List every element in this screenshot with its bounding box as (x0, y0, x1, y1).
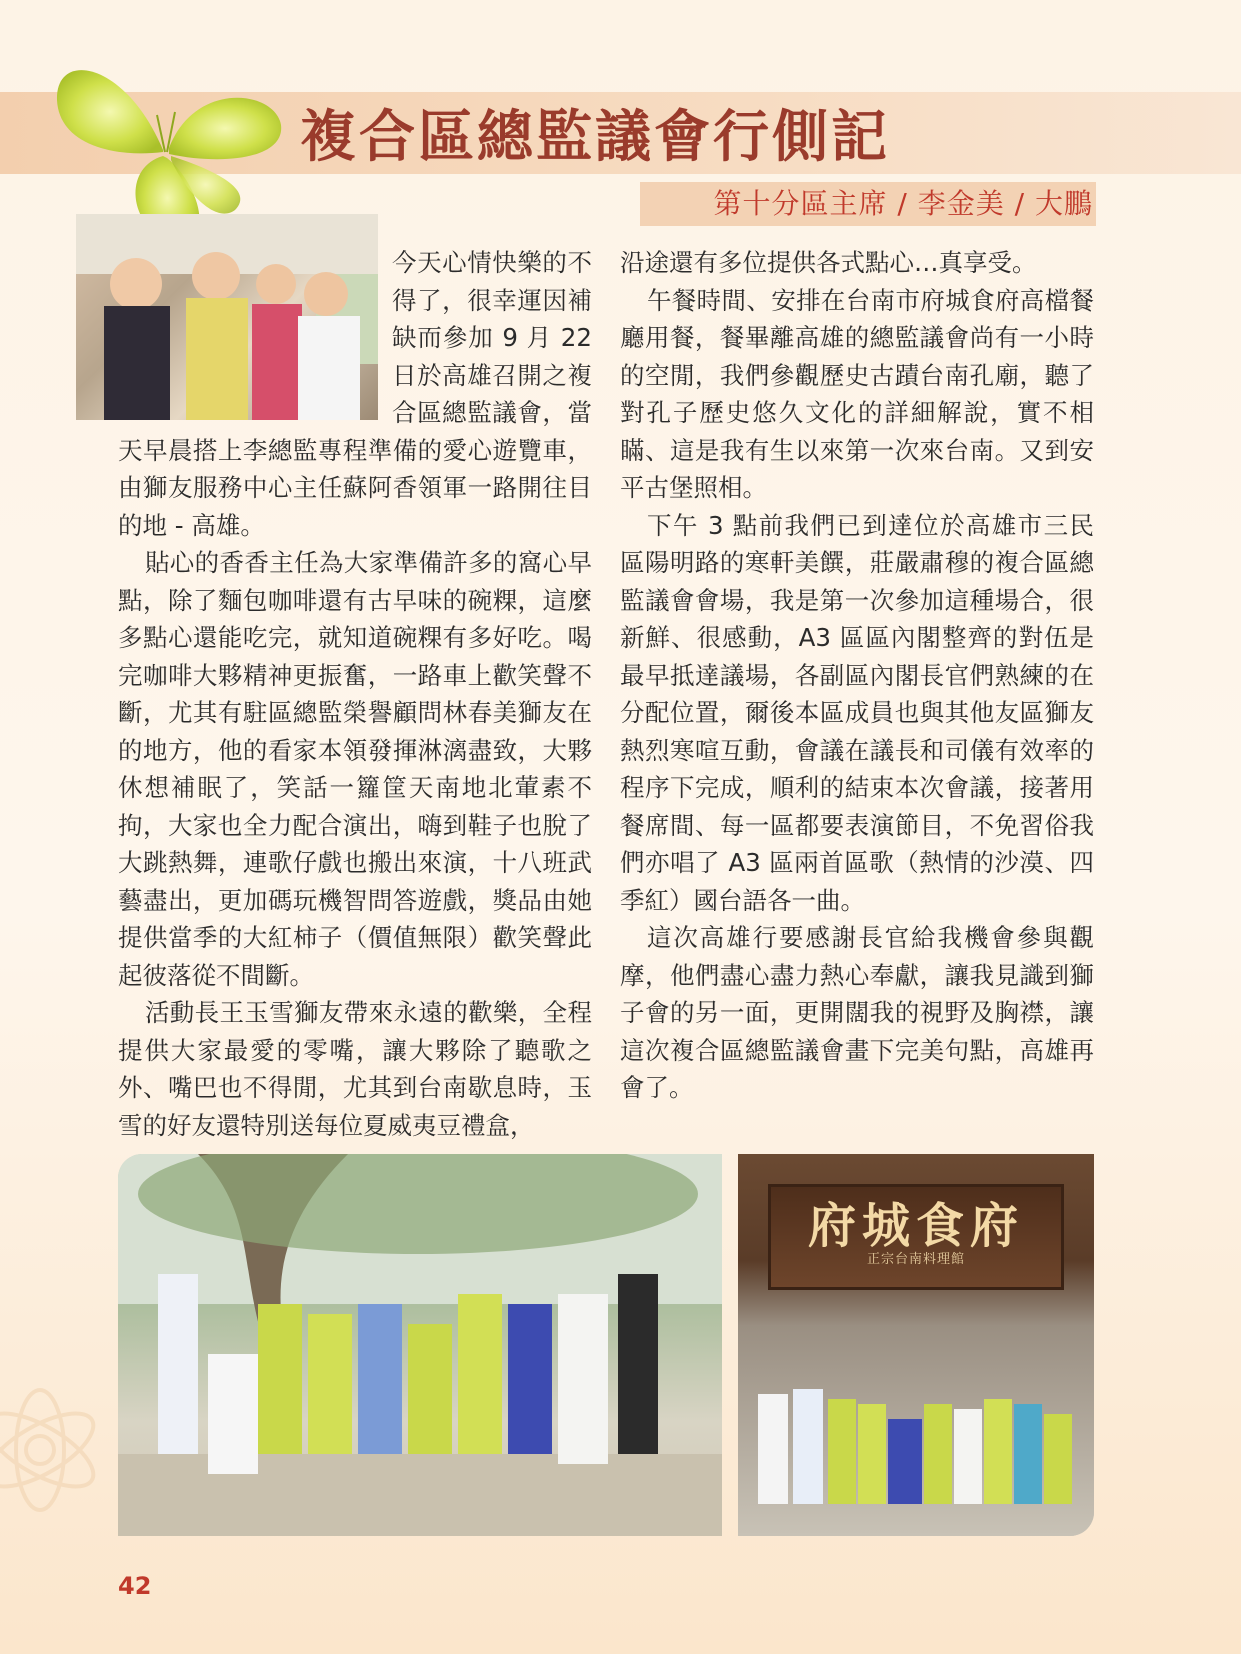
restaurant-sign-text: 府城食府 (807, 1198, 1024, 1254)
paragraph: 下午 3 點前我們已到達位於高雄市三民區陽明路的寒軒美饌，莊嚴肅穆的複合區總監議會會場，我是第一次參加這種場合，很新鮮、很感動，A3 區區內閣整齊的對伍是最早抵達議場，各副區內閣長官們熟練的在分配位置，爾後本區成員也與其他友區獅友熱烈寒喧互動，會議在議長和司儀有效率的程序下完成，順利的結束本次會議，接著用餐席間、每一區都要表演節目，不免習俗我們亦唱了 A3 區兩首區歌（熱情的沙漠、四季紅）國台語各一曲。 (620, 510, 1094, 915)
paragraph: 今天心情快樂的不得了，很幸運因補缺而參加 9 月 22 日於高雄召開之複合區總監議會，當天早晨搭上李總監專程準備的愛心遊覽車，由獅友服務中心主任蘇阿香領軍一路開往目的地 - 高雄。 (118, 248, 592, 540)
group-photo-illustration (118, 1154, 722, 1536)
paragraph: 貼心的香香主任為大家準備許多的窩心早點，除了麵包咖啡還有古早味的碗粿，這麼多點心還能吃完，就知道碗粿有多好吃。喝完咖啡大夥精神更振奮，一路車上歡笑聲不斷，尤其有駐區總監榮譽顧問林春美獅友在的地方，他的看家本領發揮淋漓盡致，大夥休想補眠了，笑話一籮筐天南地北葷素不拘，大家也全力配合演出，嗨到鞋子也脫了大跳熱舞，連歌仔戲也搬出來演，十八班武藝盡出，更加碼玩機智問答遊戲，獎品由她提供當季的大紅柿子（價值無限）歡笑聲此起彼落從不間斷。 (118, 548, 592, 990)
restaurant-sign-subtext: 正宗台南料理館 (866, 1252, 965, 1267)
article-right-column (620, 244, 1094, 1107)
bus-photo (76, 214, 378, 420)
paragraph: 活動長王玉雪獅友帶來永遠的歡樂，全程提供大家最愛的零嘴，讓大夥除了聽歌之外、嘴巴也不得閒，尤其到台南歇息時，玉雪的好友還特別送每位夏威夷豆禮盒， (118, 998, 592, 1140)
author-byline: 第十分區主席 / 李金美 / 大鵬 (713, 187, 1093, 220)
paragraph: 沿途還有多位提供各式點心…真享受。 (620, 248, 1037, 277)
paragraph: 午餐時間、安排在台南市府城食府高檔餐廳用餐，餐畢離高雄的總監議會尚有一小時的空閒，我們參觀歷史古蹟台南孔廟，聽了對孔子歷史悠久文化的詳細解說，實不相瞞、這是我有生以來第一次來台南。又到安平古堡照相。 (620, 285, 1094, 502)
article-left-column (118, 244, 592, 1144)
group-photo (118, 1154, 722, 1536)
paragraph: 這次高雄行要感謝長官給我機會參與觀摩，他們盡心盡力熱心奉獻，讓我見識到獅子會的另一面，更開闊我的視野及胸襟，讓這次複合區總監議會畫下完美句點，高雄再會了。 (620, 923, 1094, 1102)
bus-photo-illustration (76, 214, 378, 420)
page-title: 複合區總監議會行側記 (300, 104, 890, 170)
restaurant-photo (738, 1154, 1094, 1536)
restaurant-group-people (738, 1154, 1094, 1536)
page-number: 42 (118, 1572, 152, 1600)
